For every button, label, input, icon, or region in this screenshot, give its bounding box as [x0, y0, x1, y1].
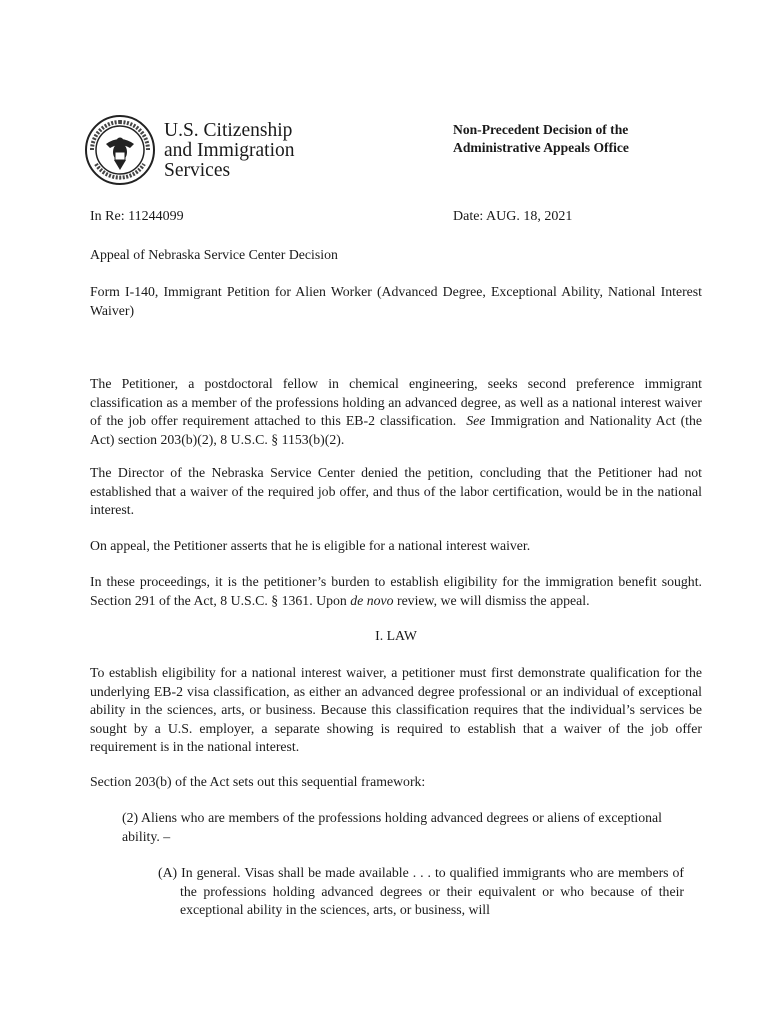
agency-name [164, 121, 295, 181]
appeal-subject: Appeal of Nebraska Service Center Decision [90, 247, 338, 262]
paragraph-director: The Director of the Nebraska Service Center denied the petition, concluding that the Petitioner had not established that a waiver of the required job offer, and thus of the labor certification, would be in the national interest. [90, 465, 702, 518]
statute-quote-a: (A) In general. Visas shall be made available . . . to qualified immigrants who are members of the professions holding advanced degrees or their equivalent or who because of their exceptional ability in the sciences, arts, or business, will [158, 865, 684, 918]
agency-line: U.S. Citizenship [164, 120, 293, 141]
agency-line: Services [164, 160, 231, 181]
emphasis-text: de novo [350, 592, 394, 608]
citation-signal: See [466, 413, 486, 429]
dhs-seal-icon [84, 114, 156, 186]
paragraph-text: review, we will dismiss the appeal. [396, 592, 590, 608]
decision-date: Date: AUG. 18, 2021 [453, 209, 573, 224]
paragraph-framework: Section 203(b) of the Act sets out this sequential framework: [90, 774, 426, 789]
paragraph-text: In these proceedings, it is the petitioner’s burden to establish eligibility for the immigration benefit sought. Section 291 of the Act, 8 U.S.C. § 1361. Upon [90, 574, 702, 608]
paragraph-law: To establish eligibility for a national interest waiver, a petitioner must first demonstrate qualification for the underlying EB-2 visa classification, as either an advanced degree professional or an individual of exceptional ability in the sciences, arts, or business. Because this classification requires that the individual’s services be sought by a U.S. employer, a separate showing is required to establish that a waiver of the job offer requirement is in the national interest. [90, 665, 702, 755]
paragraph-burden [90, 573, 702, 610]
case-number: In Re: 11244099 [90, 209, 184, 224]
paragraph-text: The Petitioner, a postdoctoral fellow in chemical engineering, seeks second preference immigrant classification as a member of the professions holding an advanced degree, as well as a national interest waiver of the job offer requirement attached to this EB-2 classification. [90, 376, 702, 429]
agency-line: and Immigration [164, 140, 295, 161]
statute-quote-2: (2) Aliens who are members of the professions holding advanced degrees or aliens of exceptional ability. – [122, 810, 662, 844]
paragraph-text: Immigration and Nationality Act (the Act) section 203(b)(2), 8 U.S.C. § 1153(b)(2). [90, 413, 703, 447]
form-subject: Form I-140, Immigrant Petition for Alien Worker (Advanced Degree, Exceptional Ability, National Interest Waiver) [90, 284, 702, 318]
decision-type-heading [453, 121, 629, 157]
paragraph-petitioner [90, 375, 702, 449]
decision-type-line: Non-Precedent Decision of the [453, 122, 629, 137]
section-heading: I. LAW [375, 628, 417, 643]
paragraph-appeal: On appeal, the Petitioner asserts that he is eligible for a national interest waiver. [90, 538, 531, 553]
decision-type-line: Administrative Appeals Office [453, 140, 629, 155]
